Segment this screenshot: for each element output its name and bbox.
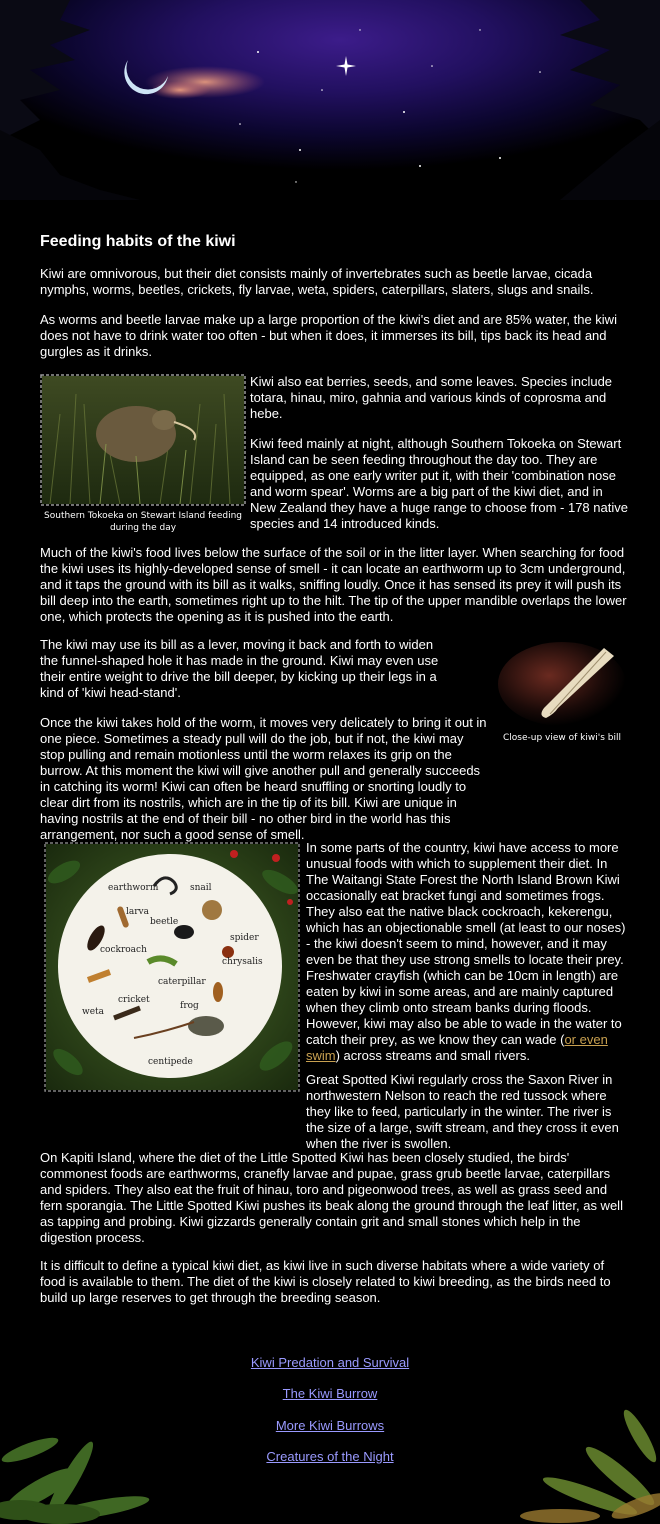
kiwi-diet-image [44,842,300,1092]
night-sky-illustration [0,0,660,200]
paragraph-unusual-foods-b: ) across streams and small rivers. [335,1048,530,1063]
paragraph-night-feeding: Kiwi feed mainly at night, although Southern Tokoeka on Stewart Island can be seen feeding throughout the day too. They are equipped, as one early writer put it, with their 'combination nose and worm spear'. Worms are a big part of the kiwi diet, and in New Zealand they have a huge range to choose from - 178 native species and 14 introduced kinds. [250,436,628,531]
paragraph-unusual-foods-a: In some parts of the country, kiwi have access to more unusual foods with which to supplement their diet. In The Waitangi State Forest the North Island Brown Kiwi occasionally eat bracket fungi and sometimes frogs. They also eat the native black cockroach, kekerengu, which has an objectionable smell (at least to our noses) - the kiwi doesn't seem to mind, however, and it may even be that they use strong smells to locate their prey. Freshwater crayfish (which can be 10cm in length) are eaten by kiwi in some areas, and are mainly captured when they climb onto stream banks during floods. However, kiwi may also be able to wade in the water to catch their prey, as we know they can wade ( [306,840,626,1047]
paragraph-lever: The kiwi may use its bill as a lever, moving it back and forth to widen the funnel-shaped hole it has made in the ground. Kiwi may even use their entire weight to drive the bill deeper, by kicking up their legs in a kind of 'kiwi head-stand'. [40,637,439,700]
diet-label-snail: snail [190,883,212,893]
bill-caption: Close-up view of kiwi's bill [503,733,621,743]
nav-link-creatures[interactable]: Creatures of the Night [266,1449,394,1464]
diet-label-beetle: beetle [150,917,179,927]
paragraph-kapiti: On Kapiti Island, where the diet of the Little Spotted Kiwi has been closely studied, the birds' commonest foods are earthworms, cranefly larvae and pupae, grass grub beetle larvae, caterpillars and spiders. They also eat the fruit of hinau, toro and pigeonwood trees, as well as grass seed and fern sporangia. The Little Spotted Kiwi pushes its beak along the ground through the leaf litter, as well as tapping and probing. Kiwi gizzards generally contain grit and small stones which help in the digestion process. [40,1150,623,1245]
nav-link-burrow[interactable]: The Kiwi Burrow [282,1386,378,1401]
bill-figure [494,638,630,744]
paragraph-drinking: As worms and beetle larvae make up a large proportion of the kiwi's diet and are 85% water, the kiwi does not have to drink water too often - but when it does, it immerses its bill, tips back its head and gurgles as it drinks. [40,312,617,359]
diet-illustration [44,842,300,1092]
paragraph-typical-diet: It is difficult to define a typical kiwi diet, as kiwi live in such diverse habitats where a wide variety of food is available to them. The diet of the kiwi is closely related to kiwi breeding, as the birds need to build up large reserves to get through the breeding season. [40,1258,611,1305]
or-even-swim-link[interactable]: or even swim [306,1032,608,1063]
diet-label-caterpillar: caterpillar [158,977,206,987]
paragraph-saxon-river [40,1072,630,1152]
paragraph-worm-catch-text: Once the kiwi takes hold of the worm, it moves very delicately to bring it out in one piece. Sometimes a steady pull will do the job, but if not, the kiwi may stop pulling and remain motionless until the worm relaxes its grip on the burrow. At this moment the kiwi will give another pull and generally succeeds in catching its worm! Kiwi can often be heard snuffling or snorting loudly to clear dirt from its nostrils, which are in the tip of its bill. Kiwi are unique in having nostrils at the end of their bill - no other bird in the world has this arrangement, nor such a good sense of smell. [40,715,487,842]
paragraph-worm-catch-a [40,715,490,843]
page-title: Feeding habits of the kiwi [40,233,236,250]
paragraph-unusual-foods [306,840,630,1064]
diet-label-spider: spider [230,933,259,943]
diet-label-cricket: cricket [118,995,150,1005]
kiwi-photo-caption: Southern Tokoeka on Stewart Island feeding during the day [44,511,242,533]
diet-label-weta: weta [82,1007,105,1017]
star-icon [336,56,356,76]
nav-burrow [0,1386,660,1402]
paragraph-saxon-river-text: Great Spotted Kiwi regularly cross the Saxon River in northwestern Nelson to reach the red tussock where they like to feed, particularly in the winter. The river is the size of a large, swift stream, and they cross it even when the river is swollen. [306,1072,619,1151]
nav-predation [0,1355,660,1371]
diet-label-earthworm: earthworm [108,883,159,893]
diet-label-larva: larva [126,907,149,917]
paragraph-berries: Kiwi also eat berries, seeds, and some leaves. Species include totara, hinau, miro, gahnia and various kinds of coprosma and hebe. [250,374,613,421]
nav-link-more-burrows[interactable]: More Kiwi Burrows [275,1418,385,1433]
kiwi-photo-figure [40,374,246,534]
nav-link-predation[interactable]: Kiwi Predation and Survival [250,1355,410,1370]
kiwi-bill-image [494,638,630,728]
diet-label-chrysalis: chrysalis [222,957,263,967]
diet-label-centipede: centipede [148,1057,193,1067]
kiwi-photo-image [40,374,246,506]
nav-creatures [0,1449,660,1465]
diet-label-frog: frog [180,1001,199,1011]
paragraph-smell: Much of the kiwi's food lives below the surface of the soil or in the litter layer. When searching for food the kiwi uses its highly-developed sense of smell - it can locate an earthworm up to 3cm underground, and it taps the ground with its bill as it walks, sniffing loudly. Once it has sensed its prey it will push its bill deep into the earth, sometimes right up to the hilt. The tip of the upper mandible overlaps the lower one, which protects the opening as it is pushed into the earth. [40,545,627,624]
diet-label-cockroach: cockroach [100,945,147,955]
paragraph-omnivorous: Kiwi are omnivorous, but their diet consists mainly of invertebrates such as beetle larvae, cicada nymphs, worms, beetles, crickets, fly larvae, weta, spiders, caterpillars, slaters, slugs and snails. [40,266,594,297]
night-sky-banner [0,0,660,200]
nav-more-burrows [0,1418,660,1434]
